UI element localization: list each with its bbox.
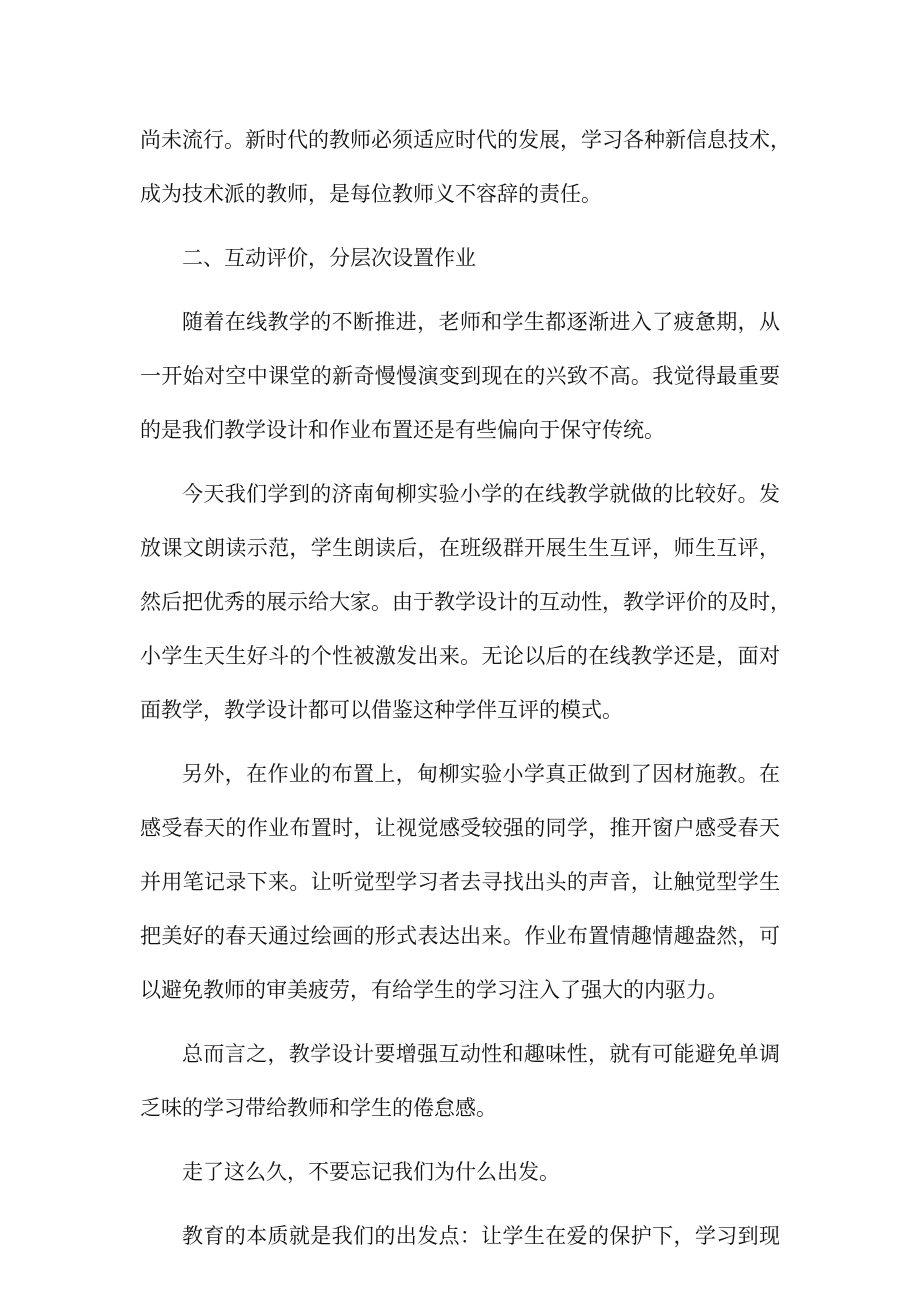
text-line: 以避免教师的审美疲劳，有给学生的学习注入了强大的内驱力。 (140, 978, 728, 1002)
paragraph (140, 1027, 780, 1135)
text-line: 把美好的春天通过绘画的形式表达出来。作业布置情趣情趣盎然，可 (140, 924, 780, 948)
text-line: 总而言之，教学设计要增强互动性和趣味性，就有可能避免单调 (182, 1042, 780, 1066)
text-line: 一开始对空中课堂的新奇慢慢演变到现在的兴致不高。我觉得最重要 (140, 364, 780, 388)
paragraph (140, 1209, 780, 1263)
paragraph (140, 1145, 780, 1199)
text-line: 感受春天的作业布置时，让视觉感受较强的同学，推开窗户感受春天 (140, 816, 780, 840)
text-line: 乏味的学习带给教师和学生的倦怠感。 (140, 1096, 497, 1120)
heading-line: 二、互动评价，分层次设置作业 (182, 246, 476, 270)
text-line: 尚未流行。新时代的教师必须适应时代的发展，学习各种新信息技术， (140, 128, 791, 152)
text-line: 的是我们教学设计和作业布置还是有些偏向于保守传统。 (140, 418, 665, 442)
text-line: 成为技术派的教师，是每位教师义不容辞的责任。 (140, 182, 602, 206)
text-line: 走了这么久，不要忘记我们为什么出发。 (182, 1160, 560, 1184)
paragraph (140, 113, 791, 221)
text-line: 教育的本质就是我们的出发点：让学生在爱的保护下，学习到现 (182, 1224, 780, 1248)
text-line: 然后把优秀的展示给大家。由于教学设计的互动性，教学评价的及时， (140, 590, 791, 614)
text-line: 放课文朗读示范，学生朗读后，在班级群开展生生互评，师生互评， (140, 536, 780, 560)
text-line: 另外，在作业的布置上，甸柳实验小学真正做到了因材施教。在 (182, 762, 780, 786)
paragraph (140, 747, 780, 1017)
text-line: 随着在线教学的不断推进，老师和学生都逐渐进入了疲惫期，从 (182, 310, 780, 334)
text-line: 小学生天生好斗的个性被激发出来。无论以后的在线教学还是，面对 (140, 644, 780, 668)
text-line: 面教学，教学设计都可以借鉴这种学伴互评的模式。 (140, 698, 623, 722)
document-body (140, 113, 791, 1263)
paragraph (140, 467, 791, 737)
paragraph (140, 295, 780, 457)
section-heading (140, 231, 780, 285)
text-line: 并用笔记录下来。让听觉型学习者去寻找出头的声音，让触觉型学生 (140, 870, 780, 894)
text-line: 今天我们学到的济南甸柳实验小学的在线教学就做的比较好。发 (182, 482, 780, 506)
